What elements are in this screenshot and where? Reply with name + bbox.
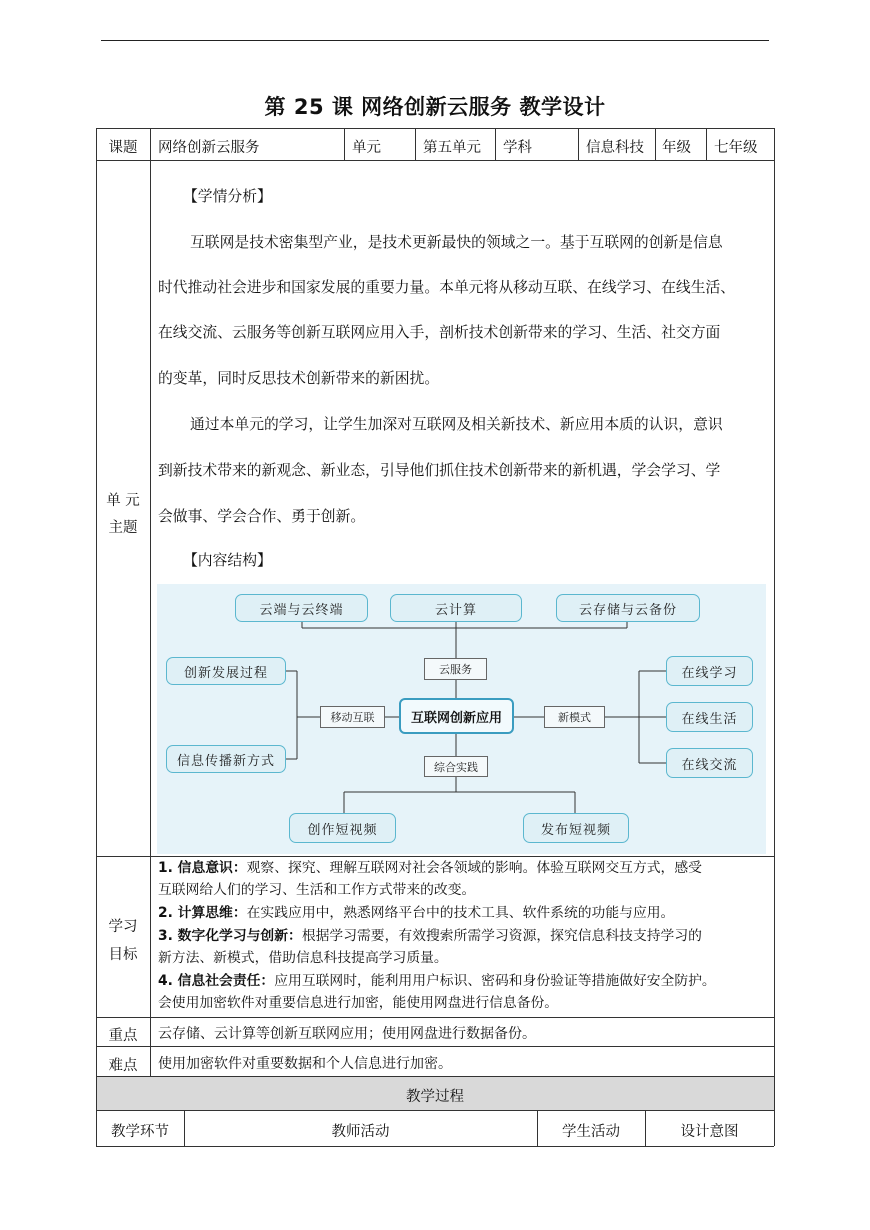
key-point-label: 重点 [108,1028,138,1044]
center-node-internet-innovation: 互联网创新应用 [399,698,514,734]
node-cloud-terminal: 云端与云终端 [235,594,368,622]
page-title: 第 25 课 网络创新云服务 教学设计 [264,95,606,119]
structure-heading: 【内容结构】 [183,552,272,569]
node-cloud-computing: 云计算 [390,594,522,622]
difficulty-label: 难点 [108,1058,138,1074]
topic-label: 课题 [108,140,138,156]
objective-1-cont: 互联网给人们的学习、生活和工作方式带来的改变。 [158,882,476,898]
objective-3: 3. 数字化学习与创新：根据学习需要，有效搜索所需学习资源，探究信息科技支持学习的 [158,928,702,944]
unit-value: 第五单元 [423,140,481,156]
unit-label: 单元 [352,140,381,156]
analysis-line-3: 在线交流、云服务等创新互联网应用入手，剖析技术创新带来的学习、生活、社交方面 [158,324,721,341]
goal-line-1: 通过本单元的学习，让学生加深对互联网及相关新技术、新应用本质的认识，意识 [190,416,723,433]
tag-comprehensive-practice: 综合实践 [424,756,488,777]
objective-4-cont: 会使用加密软件对重要信息进行加密，能使用网盘进行信息备份。 [158,995,559,1011]
goal-line-3: 会做事、学会合作、勇于创新。 [158,508,366,525]
grade-value: 七年级 [714,140,758,156]
node-publish-short-video: 发布短视频 [523,813,629,843]
objectives-label-1: 学习 [108,919,138,935]
tag-new-mode: 新模式 [544,706,605,728]
tag-cloud-service: 云服务 [424,658,487,680]
unit-theme-label-2: 主题 [108,520,138,536]
objective-4: 4. 信息社会责任：应用互联网时，能利用用户标识、密码和身份验证等措施做好安全防护。 [158,973,716,989]
process-col-stage: 教学环节 [111,1124,169,1140]
topic-value: 网络创新云服务 [158,140,260,156]
header-rule [101,40,769,41]
subject-label: 学科 [503,140,532,156]
process-heading: 教学过程 [406,1089,464,1105]
node-create-short-video: 创作短视频 [289,813,396,843]
subject-value: 信息科技 [586,140,644,156]
node-info-spread: 信息传播新方式 [166,745,286,773]
process-col-intent: 设计意图 [680,1124,739,1140]
node-online-learning: 在线学习 [666,656,753,686]
analysis-line-2: 时代推动社会进步和国家发展的重要力量。本单元将从移动互联、在线学习、在线生活、 [158,279,736,296]
objectives-label-2: 目标 [108,947,138,963]
analysis-line-4: 的变革，同时反思技术创新带来的新困扰。 [158,370,440,387]
key-point-value: 云存储、云计算等创新互联网应用；使用网盘进行数据备份。 [158,1026,536,1042]
objective-1: 1. 信息意识：观察、探究、理解互联网对社会各领域的影响。体验互联网交互方式，感受 [158,860,702,876]
difficulty-value: 使用加密软件对重要数据和个人信息进行加密。 [158,1056,452,1072]
tag-mobile-internet: 移动互联 [320,706,385,728]
node-innovation-process: 创新发展过程 [166,657,286,685]
unit-theme-label-1: 单 元 [106,493,140,509]
grade-label: 年级 [662,140,691,156]
content-structure-diagram [157,584,766,854]
objective-3-cont: 新方法、新模式，借助信息科技提高学习质量。 [158,950,448,966]
process-col-teacher: 教师活动 [331,1124,390,1140]
analysis-line-1: 互联网是技术密集型产业，是技术更新最快的领域之一。基于互联网的创新是信息 [190,234,723,251]
goal-line-2: 到新技术带来的新观念、新业态，引导他们抓住技术创新带来的新机遇，学会学习、学 [158,462,721,479]
analysis-heading: 【学情分析】 [183,188,272,205]
node-cloud-storage: 云存储与云备份 [556,594,700,622]
process-col-student: 学生活动 [562,1124,620,1140]
objective-2: 2. 计算思维：在实践应用中，熟悉网络平台中的技术工具、软件系统的功能与应用。 [158,905,675,921]
node-online-life: 在线生活 [666,702,753,732]
node-online-communication: 在线交流 [666,748,753,778]
